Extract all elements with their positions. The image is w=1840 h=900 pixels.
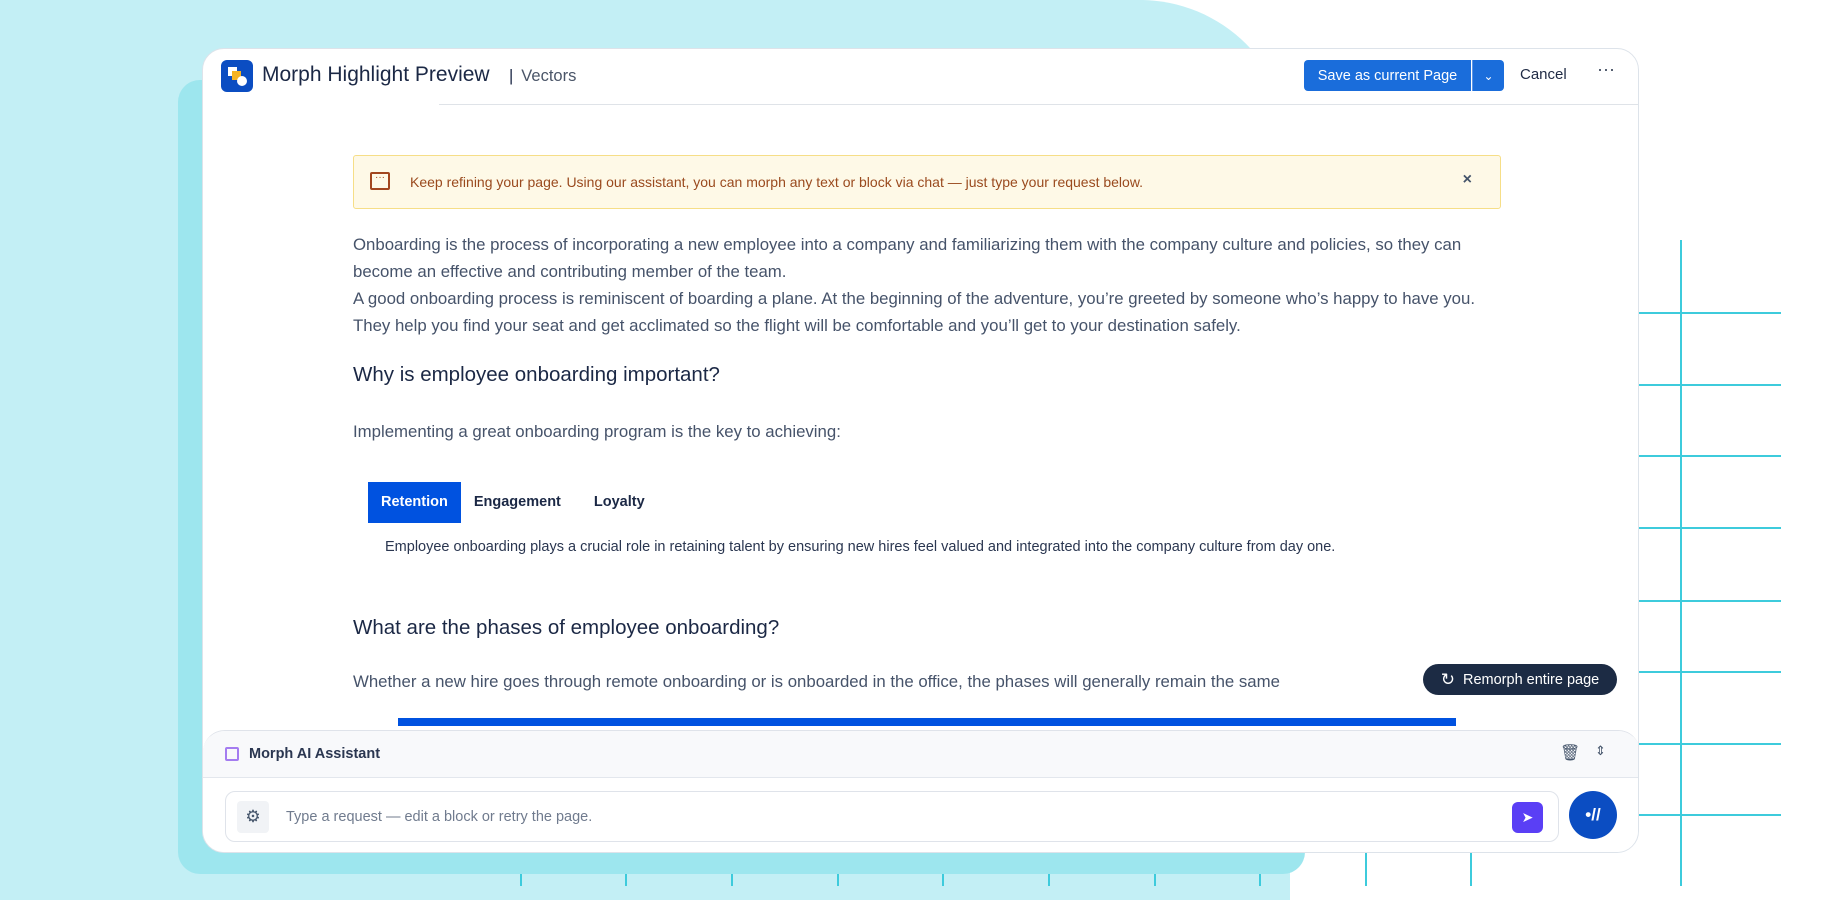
grid-tick — [1154, 874, 1156, 886]
close-icon[interactable]: × — [1462, 171, 1472, 188]
grid-tick — [1365, 853, 1367, 886]
remorph-entire-page-button[interactable] — [1423, 664, 1617, 695]
grid-tick — [731, 874, 733, 886]
grid-line — [1639, 312, 1781, 314]
tab-panel-text: Employee onboarding plays a crucial role in retaining talent by ensuring new hires feel valued and integrated into the company culture from day one. — [385, 539, 1336, 555]
send-button[interactable] — [1512, 802, 1543, 833]
intro-paragraph: A good onboarding process is reminiscent of boarding a plane. At the beginning of the adventure, you’re greeted by someone who’s happy to have you. They help you find your seat and get acclimated so the flight will be comfortable and you’ll get to your destination safely. — [353, 289, 1475, 335]
preview-window — [202, 48, 1639, 853]
grid-tick — [837, 874, 839, 886]
assistant-header — [203, 731, 1639, 778]
save-as-current-page-button[interactable]: Save as current Page — [1304, 60, 1471, 91]
grid-line — [1639, 814, 1781, 816]
grid-line — [1680, 240, 1682, 886]
grid-line — [1639, 600, 1781, 602]
header-divider — [439, 104, 1638, 105]
window-header — [203, 49, 1638, 105]
content-block-bar — [398, 718, 1456, 726]
remorph-label: Remorph entire page — [1463, 671, 1600, 688]
expand-collapse-icon[interactable]: ⇕ — [1595, 743, 1606, 758]
morph-assistant-button[interactable] — [1569, 791, 1617, 839]
section-lead: Whether a new hire goes through remote onboarding or is onboarded in the office, the phases will generally remain the same — [353, 672, 1280, 691]
gear-icon[interactable]: ⚙ — [237, 801, 269, 833]
grid-line — [1639, 455, 1781, 457]
grid-line — [1639, 743, 1781, 745]
cancel-button[interactable]: Cancel — [1520, 66, 1567, 83]
intro-paragraph: Onboarding is the process of incorporating a new employee into a company and familiarizing them with the company culture and policies, so they can become an effective and contributing member of the team. — [353, 235, 1462, 281]
grid-line — [1639, 384, 1781, 386]
grid-tick — [520, 874, 522, 886]
chat-icon — [225, 747, 239, 761]
grid-tick — [1470, 853, 1472, 886]
tab-retention[interactable]: Retention — [368, 482, 461, 523]
chat-bubble-icon: ··· — [370, 172, 390, 190]
trash-icon[interactable]: 🗑 — [1560, 745, 1581, 762]
benefit-tabs — [368, 482, 658, 523]
request-input-box — [225, 791, 1559, 842]
refresh-icon: ↻ — [1440, 669, 1455, 689]
tab-engagement[interactable]: Engagement — [473, 494, 561, 510]
info-banner — [353, 155, 1501, 209]
tab-loyalty[interactable]: Loyalty — [593, 494, 645, 510]
send-icon: ➤ — [1521, 809, 1534, 825]
grid-line — [1639, 671, 1781, 673]
banner-text: Keep refining your page. Using our assistant, you can morph any text or block via chat — just type your request below. — [410, 174, 1144, 190]
assistant-title: Morph AI Assistant — [249, 746, 381, 762]
morph-logo-icon: •// — [1585, 805, 1601, 824]
chevron-down-icon: ⌄ — [1483, 68, 1494, 83]
window-title: Morph Highlight Preview — [262, 63, 490, 86]
save-options-dropdown[interactable] — [1472, 60, 1504, 91]
grid-tick — [1259, 874, 1261, 886]
section-lead: Implementing a great onboarding program is the key to achieving: — [353, 422, 841, 441]
app-logo-icon — [221, 60, 253, 92]
grid-tick — [1048, 874, 1050, 886]
section-heading: Why is employee onboarding important? — [353, 363, 720, 386]
grid-line — [1639, 527, 1781, 529]
grid-tick — [625, 874, 627, 886]
grid-tick — [942, 874, 944, 886]
more-options-icon[interactable]: ⋯ — [1597, 60, 1616, 80]
space-name: | Vectors — [509, 67, 576, 86]
assistant-panel — [203, 730, 1639, 853]
request-input[interactable] — [286, 805, 1436, 829]
section-heading: What are the phases of employee onboarding? — [353, 616, 780, 639]
